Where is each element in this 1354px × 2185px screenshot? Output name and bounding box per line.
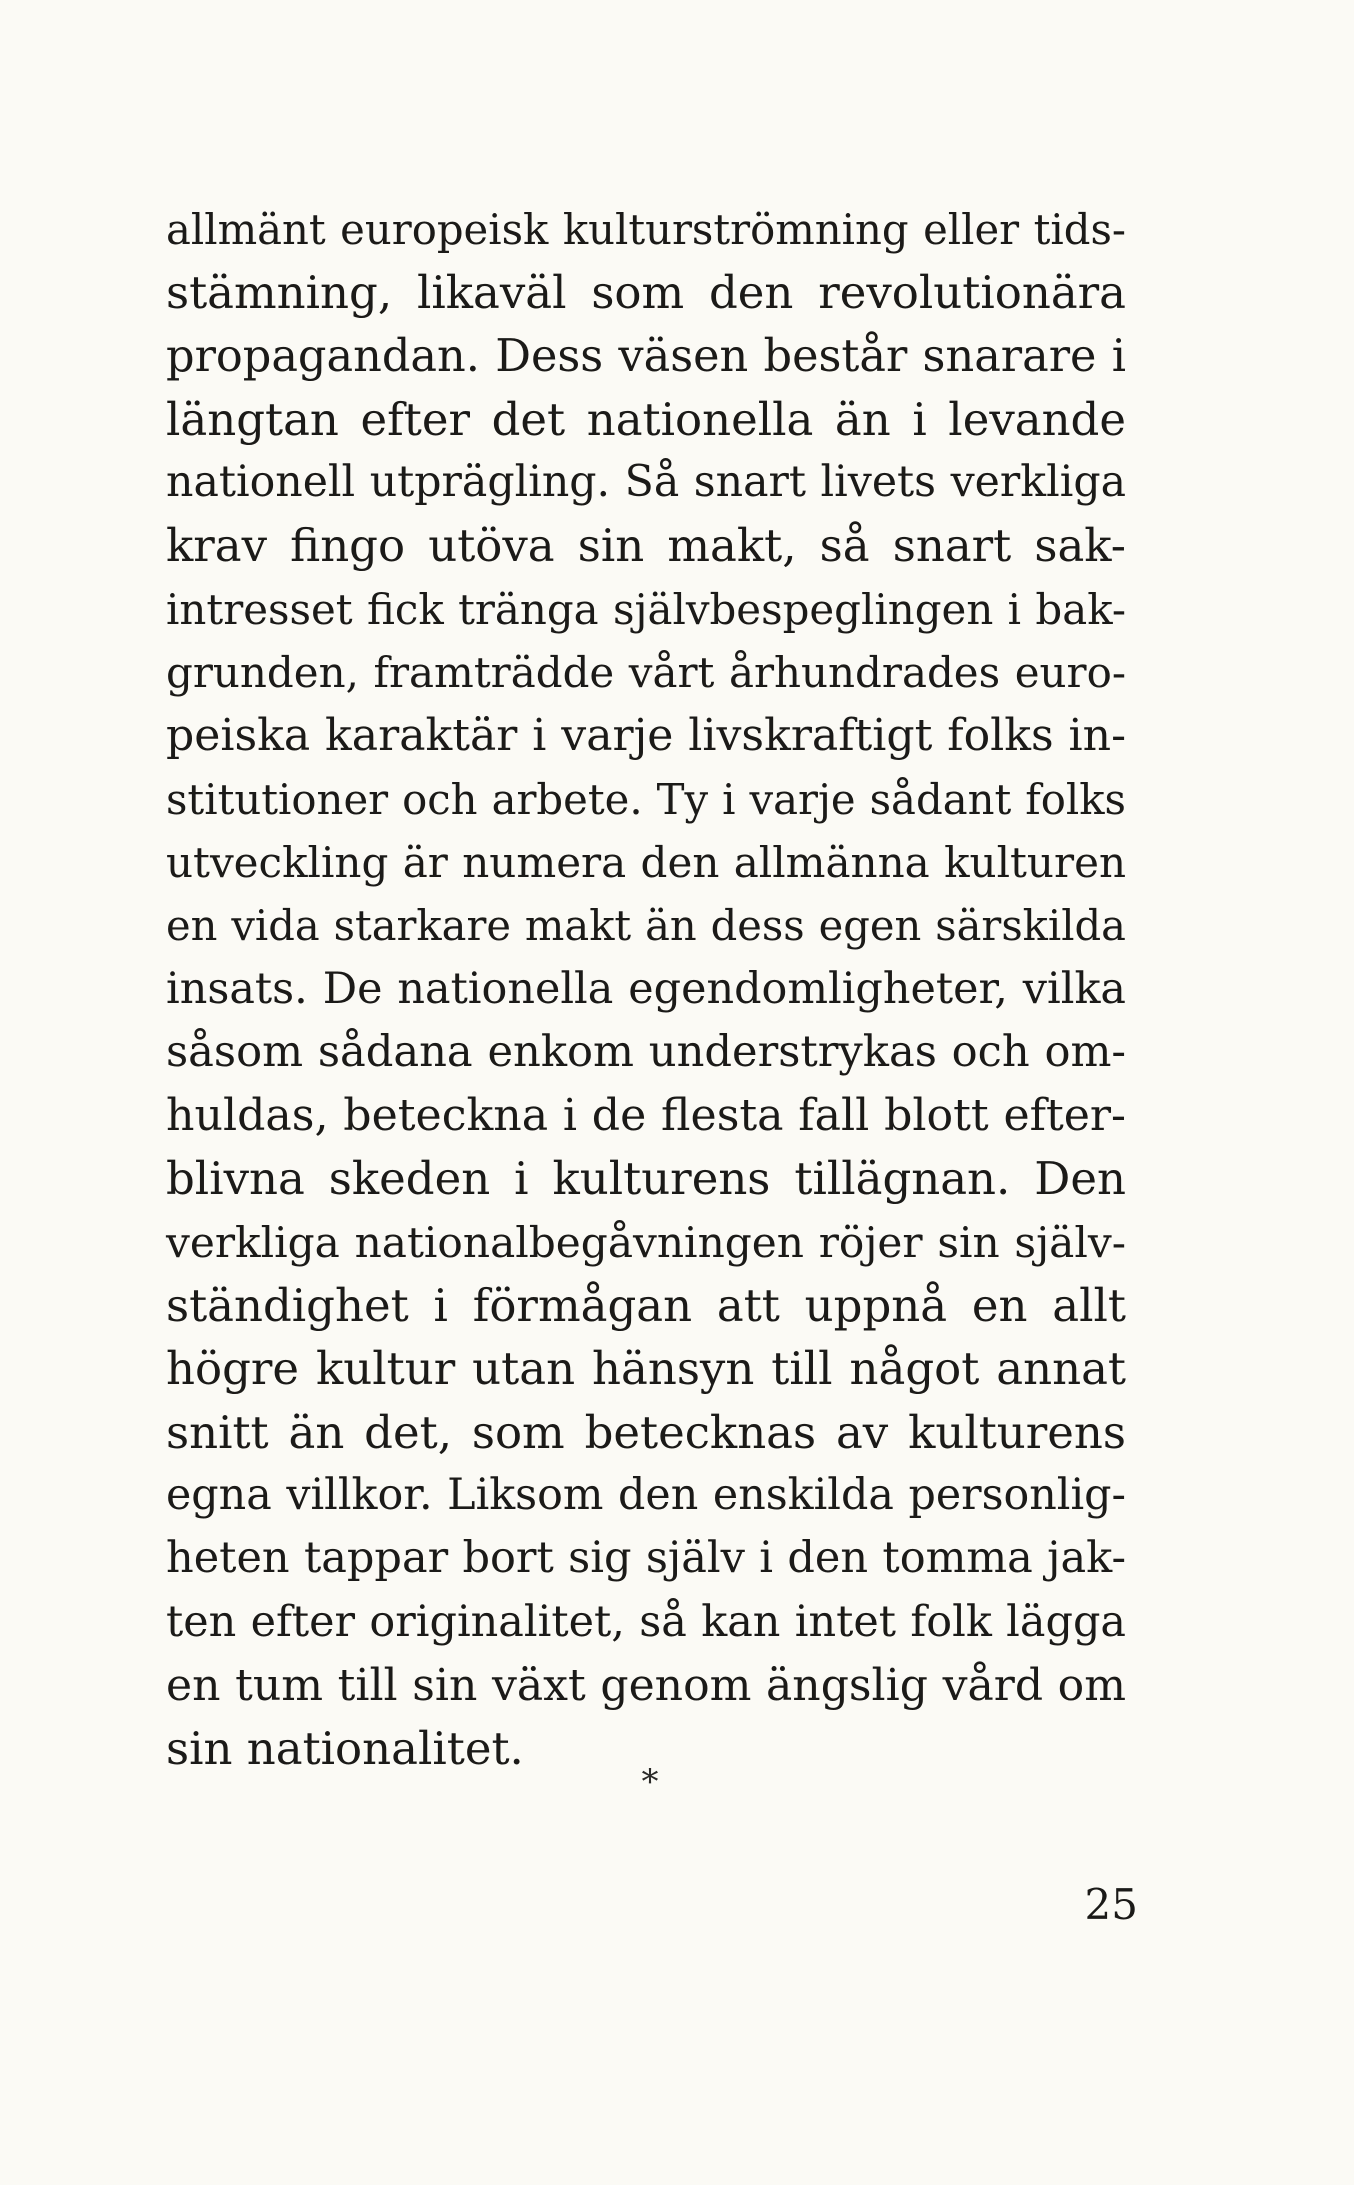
text-line: huldas, beteckna i de flesta fall blott efter- [166,1090,1126,1142]
text-line: stämning, likaväl som den revolutionära [166,266,1126,320]
section-separator: * [641,1762,659,1802]
text-line: grunden, framträdde vårt århundrades euro- [166,648,1126,698]
text-line: heten tappar bort sig själv i den tomma jak- [166,1533,1126,1584]
text-line: såsom sådana enkom understrykas och om- [166,1026,1126,1077]
text-line: krav fingo utöva sin makt, så snart sak- [166,519,1126,573]
text-line: sin nationalitet. [166,1722,524,1776]
text-line: insats. De nationella egendomligheter, vilka [166,963,1126,1014]
text-line: ten efter originalitet, så kan intet folk lägga [166,1596,1126,1647]
text-line: högre kultur utan hänsyn till något annat [166,1342,1126,1396]
text-line: snitt än det, som betecknas av kulturens [166,1405,1126,1459]
text-line: längtan efter det nationella än i levande [166,392,1126,446]
text-line: ständighet i förmågan att uppnå en allt [166,1279,1126,1333]
body-text [166,198,1126,1780]
text-line: blivna skeden i kulturens tillägnan. Den [166,1152,1126,1206]
text-line: nationell utprägling. Så snart livets verkliga [166,457,1126,508]
text-line: verkliga nationalbegåvningen röjer sin själv- [166,1217,1126,1267]
text-line: en vida starkare makt än dess egen särskilda [166,901,1126,951]
text-line: intresset fick tränga självbespeglingen i bak- [166,584,1126,634]
page-number: 25 [1084,1880,1138,1929]
text-line: allmänt europeisk kulturströmning eller tids- [166,205,1126,254]
text-line: en tum till sin växt genom ängslig vård om [166,1659,1126,1711]
text-line: propagandan. Dess väsen består snarare i [166,329,1126,382]
text-line: utveckling är numera den allmänna kulturen [166,837,1126,887]
text-line: egna villkor. Liksom den enskilda personlig- [166,1469,1126,1520]
text-line: stitutioner och arbete. Ty i varje sådant folks [166,774,1126,824]
text-line: peiska karaktär i varje livskraftigt folks in- [166,710,1126,762]
